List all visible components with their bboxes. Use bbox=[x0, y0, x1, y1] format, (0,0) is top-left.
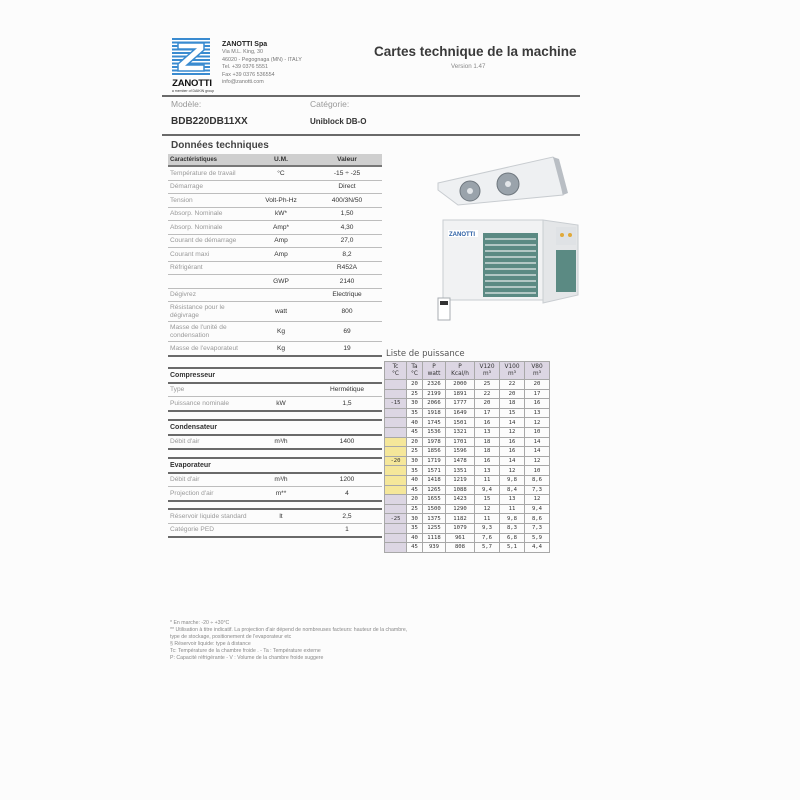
row-um: Kg bbox=[250, 322, 312, 342]
row-value: 27,0 bbox=[312, 234, 382, 248]
value-cell: 20 bbox=[407, 495, 423, 505]
category-label: Catégorie: bbox=[310, 99, 350, 109]
row-label: Masse de l'unité de condensation bbox=[168, 322, 250, 342]
value-cell: 1255 bbox=[423, 523, 446, 533]
table-row bbox=[168, 234, 382, 248]
value-cell: 4,4 bbox=[525, 543, 550, 553]
value-cell: 35 bbox=[407, 408, 423, 418]
row-label: Dégivrez bbox=[168, 288, 250, 302]
row-value: 1400 bbox=[312, 435, 382, 450]
tc-cell: -15 bbox=[385, 399, 407, 409]
footnote: P: Capacité réfrigérante - V : Volume de la chambre froide suggere bbox=[170, 654, 324, 661]
footnote: ** Utilisation à titre indicatif. La projection d'air dépend de nombreuses facteurs: hauteur de la chambre, type de stockage, positionement de l'evaporateur etc bbox=[170, 626, 408, 640]
table-row bbox=[168, 166, 382, 180]
row-value: 2140 bbox=[312, 275, 382, 289]
tc-cell bbox=[385, 504, 407, 514]
table-row bbox=[168, 221, 382, 235]
row-label: Résistance pour le dégivrage bbox=[168, 302, 250, 322]
value-cell: 5,9 bbox=[525, 533, 550, 543]
value-cell: 18 bbox=[475, 437, 500, 447]
value-cell: 15 bbox=[500, 408, 525, 418]
value-cell: 11 bbox=[475, 514, 500, 524]
value-cell: 1500 bbox=[423, 504, 446, 514]
value-cell: 13 bbox=[525, 408, 550, 418]
tc-cell bbox=[385, 475, 407, 485]
row-label: Puissance nominale bbox=[168, 397, 250, 411]
value-cell: 1219 bbox=[446, 475, 475, 485]
value-cell: 1536 bbox=[423, 427, 446, 437]
value-cell: 1088 bbox=[446, 485, 475, 495]
section-title: Compresseur bbox=[168, 368, 382, 383]
value-cell: 8,4 bbox=[500, 485, 525, 495]
table-row bbox=[168, 397, 382, 411]
row-um bbox=[250, 261, 312, 275]
value-cell: 45 bbox=[407, 427, 423, 437]
value-cell: 5,1 bbox=[500, 543, 525, 553]
value-cell: 13 bbox=[500, 495, 525, 505]
value-cell: 12 bbox=[475, 504, 500, 514]
value-cell: 7,3 bbox=[525, 485, 550, 495]
value-cell: 12 bbox=[500, 427, 525, 437]
row-label: Absorp. Nominale bbox=[168, 221, 250, 235]
value-cell: 1856 bbox=[423, 447, 446, 457]
value-cell: 2199 bbox=[423, 389, 446, 399]
row-um bbox=[250, 180, 312, 194]
value-cell: 40 bbox=[407, 475, 423, 485]
table-row bbox=[385, 408, 550, 418]
row-label: Courant maxi bbox=[168, 248, 250, 262]
tech-data-table bbox=[168, 154, 382, 357]
col-header-v120: V120 m³ bbox=[475, 362, 500, 380]
table-header bbox=[168, 154, 382, 166]
value-cell: 2000 bbox=[446, 380, 475, 390]
tc-cell: -25 bbox=[385, 514, 407, 524]
value-cell: 15 bbox=[475, 495, 500, 505]
table-row bbox=[168, 275, 382, 289]
row-label: Tension bbox=[168, 194, 250, 208]
table-row bbox=[385, 456, 550, 466]
value-cell: 20 bbox=[525, 380, 550, 390]
table-row bbox=[385, 418, 550, 428]
value-cell: 20 bbox=[475, 399, 500, 409]
col-header: Caractéristiques bbox=[168, 154, 250, 166]
table-row bbox=[385, 466, 550, 476]
footnote: Tc: Température de la chambre froide . - Ta : Température externe bbox=[170, 647, 321, 654]
row-um: kW* bbox=[250, 207, 312, 221]
table-row bbox=[168, 194, 382, 208]
table-row bbox=[385, 475, 550, 485]
address-line: 46020 - Pegognaga (MN) - ITALY bbox=[222, 56, 302, 63]
row-um: Kg bbox=[250, 342, 312, 356]
row-value: 800 bbox=[312, 302, 382, 322]
extra-table bbox=[168, 508, 382, 538]
row-um bbox=[250, 288, 312, 302]
value-cell: 808 bbox=[446, 543, 475, 553]
row-label: Type bbox=[168, 383, 250, 397]
value-cell: 16 bbox=[500, 447, 525, 457]
model-value: BDB220DB11XX bbox=[171, 116, 248, 127]
value-cell: 12 bbox=[525, 456, 550, 466]
svg-text:ZANOTTI: ZANOTTI bbox=[449, 232, 475, 238]
table-row bbox=[168, 248, 382, 262]
value-cell: 2066 bbox=[423, 399, 446, 409]
value-cell: 9,3 bbox=[475, 523, 500, 533]
value-cell: 16 bbox=[525, 399, 550, 409]
table-row bbox=[385, 543, 550, 553]
value-cell: 14 bbox=[500, 456, 525, 466]
value-cell: 35 bbox=[407, 523, 423, 533]
tc-cell bbox=[385, 389, 407, 399]
section-header bbox=[168, 368, 382, 383]
value-cell: 9,8 bbox=[500, 514, 525, 524]
col-header-p-watt: P watt bbox=[423, 362, 446, 380]
value-cell: 30 bbox=[407, 514, 423, 524]
row-um: Amp bbox=[250, 234, 312, 248]
value-cell: 40 bbox=[407, 533, 423, 543]
value-cell: 13 bbox=[475, 427, 500, 437]
table-row bbox=[168, 523, 382, 537]
machine-image bbox=[428, 155, 588, 325]
value-cell: 8,6 bbox=[525, 514, 550, 524]
value-cell: 5,7 bbox=[475, 543, 500, 553]
value-cell: 2326 bbox=[423, 380, 446, 390]
divider bbox=[162, 134, 580, 136]
table-header bbox=[385, 362, 550, 380]
logo-name: ZANOTTI bbox=[172, 78, 212, 89]
table-row bbox=[168, 302, 382, 322]
tc-cell bbox=[385, 447, 407, 457]
value-cell: 30 bbox=[407, 399, 423, 409]
row-um: m³/h bbox=[250, 473, 312, 487]
footnote: * En marche: -20 ÷ +30°C bbox=[170, 620, 230, 626]
logo-tagline: a member of DAIKIN group bbox=[171, 89, 215, 93]
row-value: 4 bbox=[312, 487, 382, 501]
value-cell: 1290 bbox=[446, 504, 475, 514]
tc-cell bbox=[385, 543, 407, 553]
value-cell: 9,4 bbox=[525, 504, 550, 514]
table-row bbox=[168, 288, 382, 302]
fax: Fax +39 0376 536554 bbox=[222, 71, 275, 78]
value-cell: 1423 bbox=[446, 495, 475, 505]
value-cell: 17 bbox=[525, 389, 550, 399]
tc-cell bbox=[385, 495, 407, 505]
value-cell: 10 bbox=[525, 427, 550, 437]
row-um: m** bbox=[250, 487, 312, 501]
tc-cell bbox=[385, 437, 407, 447]
table-row bbox=[385, 380, 550, 390]
value-cell: 10 bbox=[525, 466, 550, 476]
address-line: Via M.L. King, 30 bbox=[222, 49, 263, 55]
row-value: -15 ÷ -25 bbox=[312, 166, 382, 180]
row-label: Démarrage bbox=[168, 180, 250, 194]
value-cell: 12 bbox=[525, 418, 550, 428]
section-header bbox=[168, 420, 382, 435]
value-cell: 22 bbox=[475, 389, 500, 399]
row-label: Catégorie PED bbox=[168, 523, 250, 537]
value-cell: 45 bbox=[407, 485, 423, 495]
tc-cell bbox=[385, 466, 407, 476]
divider bbox=[162, 95, 580, 97]
value-cell: 1978 bbox=[423, 437, 446, 447]
value-cell: 16 bbox=[475, 456, 500, 466]
row-label: Projection d'air bbox=[168, 487, 250, 501]
tc-cell bbox=[385, 533, 407, 543]
row-label: Réfrigérant bbox=[168, 261, 250, 275]
row-label: Débit d'air bbox=[168, 435, 250, 450]
row-value: Electrique bbox=[312, 288, 382, 302]
value-cell: 1375 bbox=[423, 514, 446, 524]
performance-title: Liste de puissance bbox=[386, 349, 465, 359]
table-row bbox=[385, 504, 550, 514]
table-row bbox=[168, 261, 382, 275]
value-cell: 17 bbox=[475, 408, 500, 418]
table-row bbox=[385, 447, 550, 457]
company-name: ZANOTTI Spa bbox=[222, 41, 268, 48]
row-um: GWP bbox=[250, 275, 312, 289]
value-cell: 16 bbox=[500, 437, 525, 447]
value-cell: 20 bbox=[500, 389, 525, 399]
compressor-table bbox=[168, 367, 382, 412]
value-cell: 25 bbox=[407, 447, 423, 457]
row-value: 8,2 bbox=[312, 248, 382, 262]
row-label: Réservoir liquide standard bbox=[168, 509, 250, 523]
zanotti-logo bbox=[167, 38, 217, 94]
value-cell: 14 bbox=[500, 418, 525, 428]
table-row bbox=[385, 495, 550, 505]
value-cell: 6,8 bbox=[500, 533, 525, 543]
value-cell: 1182 bbox=[446, 514, 475, 524]
table-row bbox=[385, 485, 550, 495]
row-label: Masse de l'evaporateut bbox=[168, 342, 250, 356]
value-cell: 1351 bbox=[446, 466, 475, 476]
row-value: 400/3N/50 bbox=[312, 194, 382, 208]
tc-cell bbox=[385, 523, 407, 533]
document-version: Version 1.47 bbox=[451, 63, 486, 70]
value-cell: 1777 bbox=[446, 399, 475, 409]
col-header-v80: V80 m³ bbox=[525, 362, 550, 380]
row-value: Direct bbox=[312, 180, 382, 194]
tc-cell bbox=[385, 427, 407, 437]
row-um: kW bbox=[250, 397, 312, 411]
value-cell: 1321 bbox=[446, 427, 475, 437]
value-cell: 1079 bbox=[446, 523, 475, 533]
value-cell: 16 bbox=[475, 418, 500, 428]
value-cell: 7,3 bbox=[525, 523, 550, 533]
value-cell: 1719 bbox=[423, 456, 446, 466]
row-value: 1200 bbox=[312, 473, 382, 487]
table-row bbox=[385, 389, 550, 399]
value-cell: 939 bbox=[423, 543, 446, 553]
row-value: 69 bbox=[312, 322, 382, 342]
value-cell: 1891 bbox=[446, 389, 475, 399]
row-label bbox=[168, 275, 250, 289]
row-label: Débit d'air bbox=[168, 473, 250, 487]
value-cell: 1478 bbox=[446, 456, 475, 466]
value-cell: 8,6 bbox=[525, 475, 550, 485]
value-cell: 1118 bbox=[423, 533, 446, 543]
table-row bbox=[385, 427, 550, 437]
value-cell: 12 bbox=[525, 495, 550, 505]
value-cell: 12 bbox=[500, 466, 525, 476]
company-info bbox=[222, 40, 302, 87]
footnotes bbox=[170, 620, 410, 661]
value-cell: 1571 bbox=[423, 466, 446, 476]
row-value: R452A bbox=[312, 261, 382, 275]
model-label: Modèle: bbox=[171, 99, 202, 109]
table-row bbox=[168, 180, 382, 194]
value-cell: 1655 bbox=[423, 495, 446, 505]
footnote: § Réservoir liquide: type à distance bbox=[170, 640, 251, 647]
table-row bbox=[168, 473, 382, 487]
row-um: lt bbox=[250, 509, 312, 523]
value-cell: 1701 bbox=[446, 437, 475, 447]
table-row bbox=[168, 322, 382, 342]
value-cell: 14 bbox=[525, 447, 550, 457]
value-cell: 9,8 bbox=[500, 475, 525, 485]
evaporator-table bbox=[168, 457, 382, 502]
value-cell: 1418 bbox=[423, 475, 446, 485]
value-cell: 20 bbox=[407, 380, 423, 390]
row-um: Amp bbox=[250, 248, 312, 262]
performance-table bbox=[384, 361, 550, 553]
value-cell: 1918 bbox=[423, 408, 446, 418]
z-logo-icon bbox=[172, 38, 210, 76]
section-header bbox=[168, 458, 382, 473]
table-row bbox=[385, 437, 550, 447]
tc-cell bbox=[385, 418, 407, 428]
value-cell: 35 bbox=[407, 466, 423, 476]
table-row bbox=[168, 435, 382, 450]
row-value: 1,5 bbox=[312, 397, 382, 411]
row-um bbox=[250, 383, 312, 397]
value-cell: 30 bbox=[407, 456, 423, 466]
value-cell: 45 bbox=[407, 543, 423, 553]
email-link[interactable]: info@zanotti.com bbox=[222, 79, 264, 86]
value-cell: 11 bbox=[475, 475, 500, 485]
value-cell: 8,3 bbox=[500, 523, 525, 533]
col-header-p-kcal: P Kcal/h bbox=[446, 362, 475, 380]
performance-body bbox=[385, 380, 550, 553]
row-value: 19 bbox=[312, 342, 382, 356]
tc-cell: -20 bbox=[385, 456, 407, 466]
value-cell: 1265 bbox=[423, 485, 446, 495]
col-header-ta: Ta °C bbox=[407, 362, 423, 380]
value-cell: 25 bbox=[407, 504, 423, 514]
section-title: Condensateur bbox=[168, 420, 382, 435]
value-cell: 961 bbox=[446, 533, 475, 543]
row-value: 1,50 bbox=[312, 207, 382, 221]
table-row bbox=[168, 207, 382, 221]
row-um: watt bbox=[250, 302, 312, 322]
row-um: Volt-Ph-Hz bbox=[250, 194, 312, 208]
value-cell: 18 bbox=[500, 399, 525, 409]
col-header: Valeur bbox=[312, 154, 382, 166]
value-cell: 13 bbox=[475, 466, 500, 476]
col-header-v100: V100 m³ bbox=[500, 362, 525, 380]
tc-cell bbox=[385, 408, 407, 418]
value-cell: 18 bbox=[475, 447, 500, 457]
row-um bbox=[250, 523, 312, 537]
row-value: 2,5 bbox=[312, 509, 382, 523]
tc-cell bbox=[385, 380, 407, 390]
table-row bbox=[385, 523, 550, 533]
phone: Tel. +39 0376 5551 bbox=[222, 64, 269, 71]
section-title: Evaporateur bbox=[168, 458, 382, 473]
value-cell: 7,6 bbox=[475, 533, 500, 543]
tech-data-title: Données techniques bbox=[171, 140, 269, 151]
value-cell: 25 bbox=[407, 389, 423, 399]
row-value: 4,30 bbox=[312, 221, 382, 235]
row-label: Courant de démarrage bbox=[168, 234, 250, 248]
row-value: Hermétique bbox=[312, 383, 382, 397]
value-cell: 22 bbox=[500, 380, 525, 390]
value-cell: 40 bbox=[407, 418, 423, 428]
value-cell: 11 bbox=[500, 504, 525, 514]
row-um: Amp* bbox=[250, 221, 312, 235]
table-row bbox=[385, 533, 550, 543]
value-cell: 20 bbox=[407, 437, 423, 447]
table-row bbox=[385, 514, 550, 524]
table-row bbox=[168, 509, 382, 523]
value-cell: 1501 bbox=[446, 418, 475, 428]
value-cell: 1745 bbox=[423, 418, 446, 428]
table-row bbox=[168, 383, 382, 397]
row-value: 1 bbox=[312, 523, 382, 537]
table-row bbox=[168, 342, 382, 356]
value-cell: 1596 bbox=[446, 447, 475, 457]
document-title: Cartes technique de la machine bbox=[374, 44, 577, 59]
row-um: m³/h bbox=[250, 435, 312, 450]
value-cell: 1649 bbox=[446, 408, 475, 418]
condenser-table bbox=[168, 419, 382, 450]
col-header: U.M. bbox=[250, 154, 312, 166]
col-header-tc: Tc °C bbox=[385, 362, 407, 380]
row-um: °C bbox=[250, 166, 312, 180]
value-cell: 25 bbox=[475, 380, 500, 390]
category-value: Uniblock DB-O bbox=[310, 117, 367, 126]
row-label: Absorp. Nominale bbox=[168, 207, 250, 221]
table-row bbox=[168, 487, 382, 501]
row-label: Température de travail bbox=[168, 166, 250, 180]
value-cell: 14 bbox=[525, 437, 550, 447]
table-row bbox=[385, 399, 550, 409]
value-cell: 9,4 bbox=[475, 485, 500, 495]
tc-cell bbox=[385, 485, 407, 495]
